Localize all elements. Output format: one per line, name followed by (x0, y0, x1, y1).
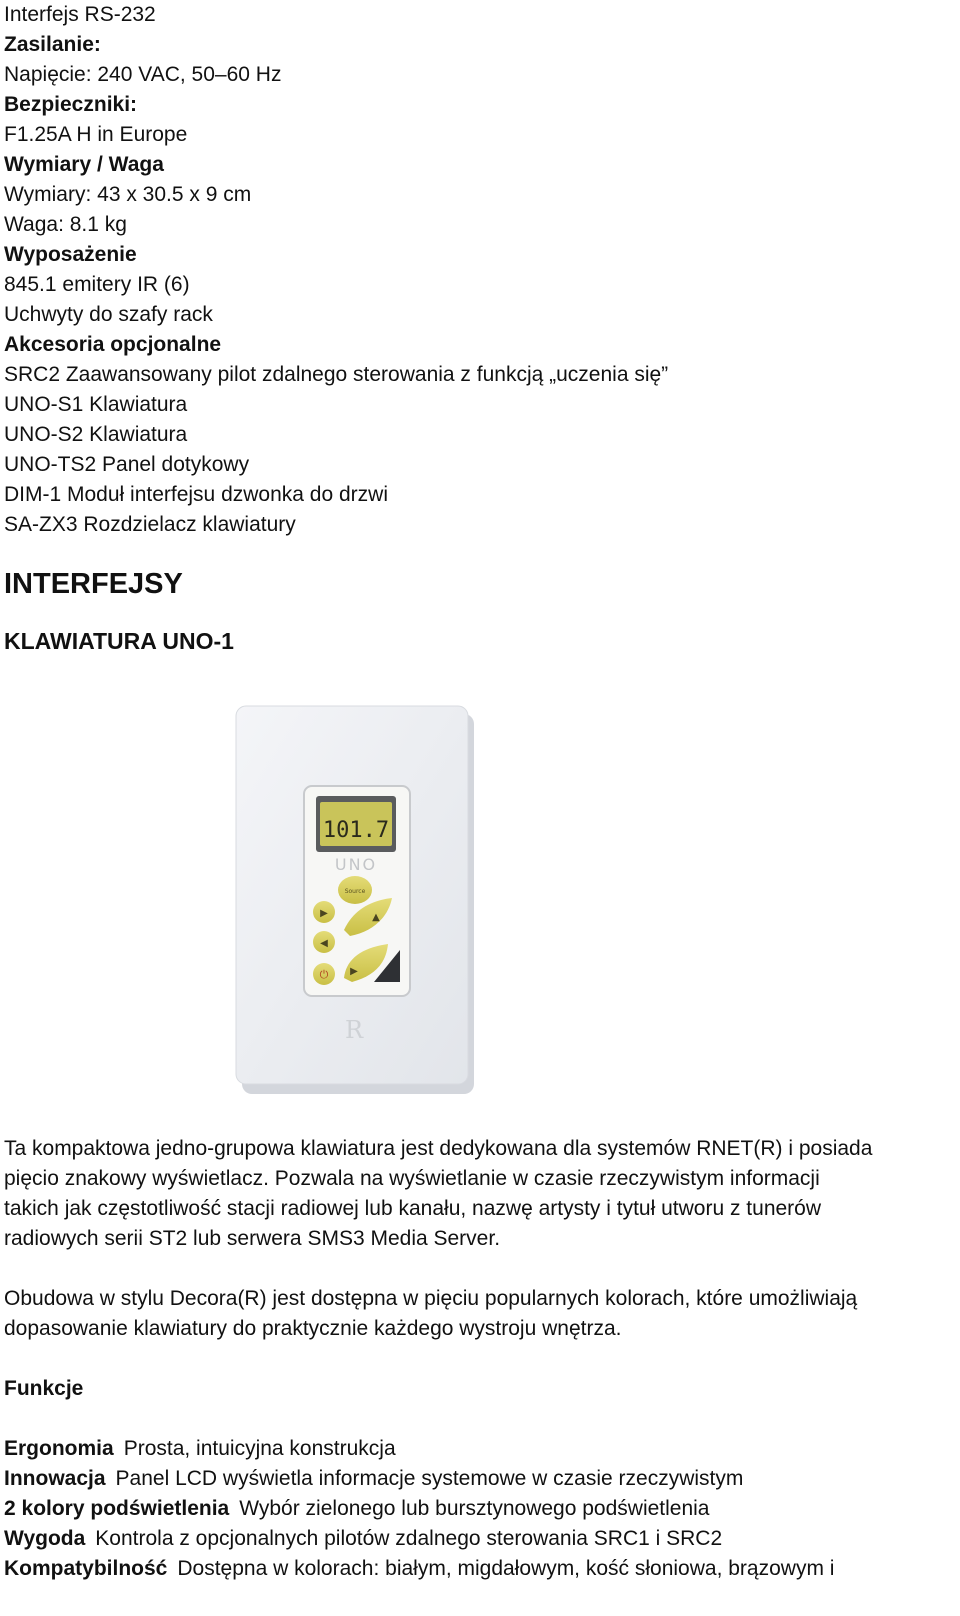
spec-heading: Bezpieczniki: (4, 93, 138, 116)
keypad-photo (204, 686, 504, 1106)
feature-item (4, 1554, 954, 1584)
spec-line: SRC2 Zaawansowany pilot zdalnego sterowania z funkcją „uczenia się” (4, 363, 669, 386)
spec-heading: Akcesoria opcjonalne (4, 333, 222, 356)
features-heading: Funkcje (4, 1377, 84, 1400)
feature-description: Wybór zielonego lub bursztynowego podświetlenia (239, 1497, 710, 1520)
lcd-value: 101.7 (322, 818, 390, 843)
feature-item (4, 1524, 954, 1554)
feature-description: Kontrola z opcjonalnych pilotów zdalnego sterowania SRC1 i SRC2 (95, 1527, 723, 1550)
spec-line: DIM-1 Moduł interfejsu dzwonka do drzwi (4, 483, 388, 506)
paragraph-line: takich jak częstotliwość stacji radiowej lub kanału, nazwę artysty i tytuł utworu z tunerów (4, 1197, 822, 1220)
feature-term: 2 kolory podświetlenia (4, 1497, 230, 1520)
prev-icon: ◀ (320, 938, 328, 949)
paragraph (4, 1134, 954, 1254)
feature-description: Panel LCD wyświetla informacje systemowe w czasie rzeczywistym (115, 1467, 744, 1490)
spec-line: UNO-S1 Klawiatura (4, 393, 188, 416)
spec-line: Uchwyty do szafy rack (4, 303, 213, 326)
spec-heading: Zasilanie: (4, 33, 101, 56)
paragraph-line: radiowych serii ST2 lub serwera SMS3 Media Server. (4, 1227, 501, 1250)
paragraph-line: Ta kompaktowa jedno-grupowa klawiatura jest dedykowana dla systemów RNET(R) i posiada (4, 1137, 873, 1160)
paragraph-line: pięcio znakowy wyświetlacz. Pozwala na wyświetlanie w czasie rzeczywistym informacji (4, 1167, 820, 1190)
spec-heading: Wymiary / Waga (4, 153, 164, 176)
product-heading: KLAWIATURA UNO-1 (4, 628, 234, 654)
feature-term: Ergonomia (4, 1437, 114, 1460)
spec-line: UNO-TS2 Panel dotykowy (4, 453, 250, 476)
keypad-illustration (204, 686, 504, 1106)
paragraph-line: Obudowa w stylu Decora(R) jest dostępna w pięciu popularnych kolorach, które umożliwiają (4, 1287, 858, 1310)
volume-up-icon: ▲ (372, 912, 380, 923)
spec-list (4, 0, 954, 540)
spec-line: Napięcie: 240 VAC, 50–60 Hz (4, 63, 282, 86)
paragraph (4, 1284, 954, 1344)
spec-line: UNO-S2 Klawiatura (4, 423, 188, 446)
feature-list (4, 1434, 954, 1584)
feature-description: Prosta, intuicyjna konstrukcja (123, 1437, 396, 1460)
brand-mark: UNO (334, 855, 378, 874)
feature-term: Kompatybilność (4, 1557, 168, 1580)
section-heading: INTERFEJSY (4, 568, 183, 600)
feature-item (4, 1434, 954, 1464)
feature-item (4, 1494, 954, 1524)
source-label: Source (344, 888, 366, 895)
document-page (4, 0, 954, 1584)
next-icon: ▶ (320, 908, 328, 919)
play-icon: ▶ (350, 966, 358, 977)
power-icon: ⏻ (319, 968, 329, 981)
description (4, 1134, 954, 1344)
paragraph-line: dopasowanie klawiatury do praktycznie każdego wystroju wnętrza. (4, 1317, 622, 1340)
feature-item (4, 1464, 954, 1494)
spec-line: F1.25A H in Europe (4, 123, 188, 146)
feature-term: Wygoda (4, 1527, 86, 1550)
spec-line: 845.1 emitery IR (6) (4, 273, 190, 296)
feature-term: Innowacja (4, 1467, 106, 1490)
spec-heading: Wyposażenie (4, 243, 137, 266)
spec-line: SA-ZX3 Rozdzielacz klawiatury (4, 513, 296, 536)
spec-line: Interfejs RS-232 (4, 3, 156, 26)
spec-line: Wymiary: 43 x 30.5 x 9 cm (4, 183, 252, 206)
feature-description: Dostępna w kolorach: białym, migdałowym, kość słoniowa, brązowym i (177, 1557, 835, 1580)
logo-mark: R (344, 1016, 364, 1044)
spec-line: Waga: 8.1 kg (4, 213, 127, 236)
